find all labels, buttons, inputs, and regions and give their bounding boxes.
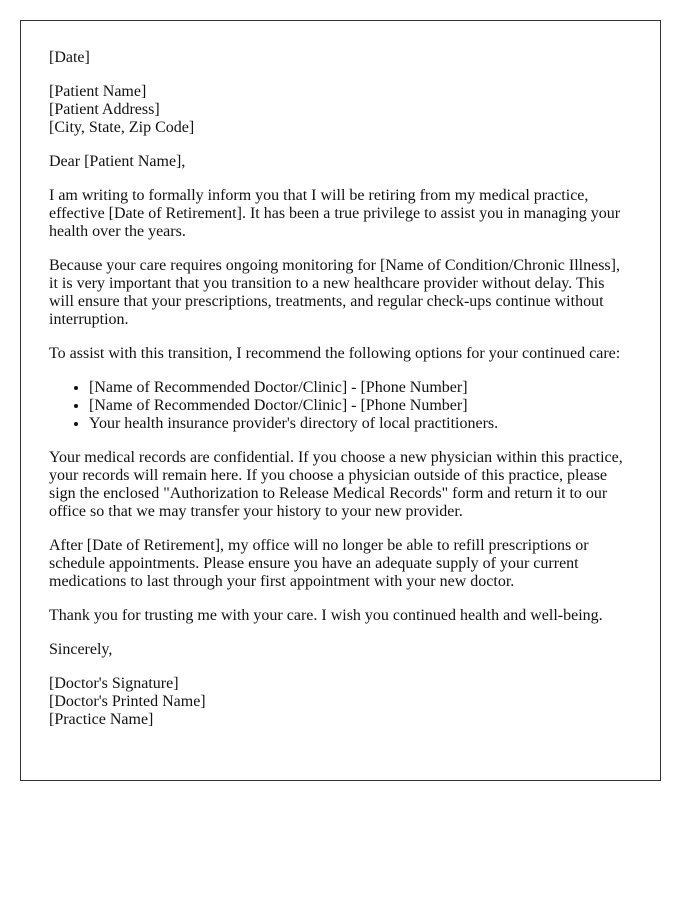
paragraph-options-intro: To assist with this transition, I recommend the following options for your continued care: [49, 345, 621, 362]
date: [Date] [49, 49, 90, 66]
recipient-street: [Patient Address] [49, 101, 160, 118]
doctor-name: [Doctor's Printed Name] [49, 693, 206, 710]
practice-name: [Practice Name] [49, 711, 154, 728]
recipient-name: [Patient Name] [49, 83, 147, 100]
list-item: • Your health insurance provider's directory of local practitioners. [89, 415, 632, 433]
paragraph-thanks: Thank you for trusting me with your care. I wish you continued health and well-being. [49, 607, 603, 624]
options-list [49, 379, 632, 433]
list-item: • [Name of Recommended Doctor/Clinic] - [Phone Number] [89, 397, 632, 415]
paragraph-records: Your medical records are confidential. If you choose a new physician within this practice, your records will remain here. If you choose a physician outside of this practice, please sign the enclosed "Authorization to Release Medical Records" form and return it to our office so that we may transfer your history to your new provider. [49, 449, 623, 520]
recipient-address [49, 83, 632, 137]
closing: Sincerely, [49, 641, 113, 658]
paragraph-transition: Because your care requires ongoing monitoring for [Name of Condition/Chronic Illness], it is very important that you transition to a new healthcare provider without delay. This will ensure that your prescriptions, treatments, and regular check-ups continue without interruption. [49, 257, 620, 328]
list-item: • [Name of Recommended Doctor/Clinic] - [Phone Number] [89, 379, 632, 397]
paragraph-prescriptions: After [Date of Retirement], my office will no longer be able to refill prescriptions or schedule appointments. Please ensure you have an adequate supply of your current medications to last through your first appointment with your new doctor. [49, 537, 589, 590]
letter [20, 20, 661, 781]
doctor-signature: [Doctor's Signature] [49, 675, 179, 692]
recipient-city: [City, State, Zip Code] [49, 119, 195, 136]
paragraph-retirement: I am writing to formally inform you that I will be retiring from my medical practice, effective [Date of Retirement]. It has been a true privilege to assist you in managing your health over the years. [49, 187, 621, 240]
signature-block [49, 675, 632, 729]
salutation: Dear [Patient Name], [49, 153, 186, 170]
